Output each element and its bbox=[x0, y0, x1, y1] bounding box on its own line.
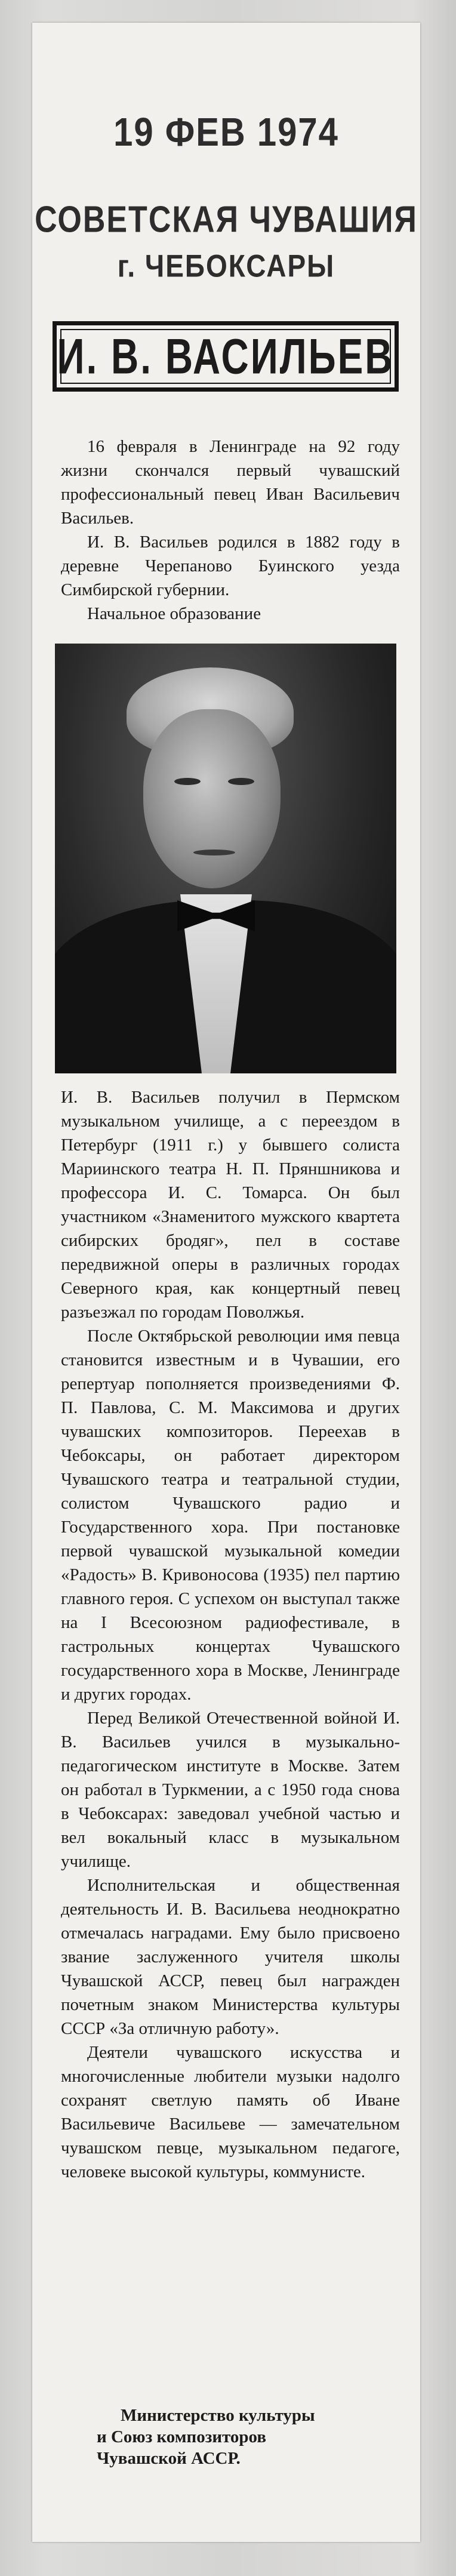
portrait-photo bbox=[55, 644, 396, 1073]
newspaper-name-stamp: СОВЕТСКАЯ ЧУВАШИЯ bbox=[35, 199, 418, 241]
article-signature bbox=[61, 2405, 400, 2469]
signature-line: Чувашской АССР. bbox=[97, 2449, 241, 2468]
body-paragraph: И. В. Васильев получил в Пермском музыкальном училище, а с переездом в Петербург (1911 г.) у бывшего солиста Мариинского театра Н. П. Пряншникова и профессора И. С. Томарса. Он был участником «Знаменитого мужского квартета сибирских бродяг», пел в составе передвижной оперы в различных городах Северного края, как концертный певец разъезжал по городам Поволжья. bbox=[61, 1088, 400, 1322]
body-paragraph: После Октябрьской революции имя певца становится известным и в Чувашии, его репертуар пополняется произведениями Ф. П. Павлова, С. М. Максимова и других чувашских композиторов. Переехав в Чебоксары, он работает директором Чувашского театра и театральной студии, солистом Чувашского радио и Государственного хора. При постановке первой чувашской музыкальной комедии «Радость» В. Кривоносова (1935) пел партию главного героя. С успехом он выступал также на I Всесоюзном радиофестивале, в гастрольных концертах Чувашского государственного хора в Москве, Ленинграде и других городах. bbox=[61, 1327, 400, 1704]
portrait-mouth bbox=[193, 850, 235, 855]
intro-paragraph: И. В. Васильев родился в 1882 году в деревне Черепаново Буинского уезда Симбирской губернии. bbox=[61, 533, 400, 599]
body-paragraph: Деятели чувашского искусства и многочисленные любители музыки надолго сохранят светлую память об Иване Васильевиче Васильеве — замечательном чувашском певце, музыкальном педагоге, человеке высокой культуры, коммунисте. bbox=[61, 2043, 400, 2181]
intro-paragraph: Начальное образование bbox=[87, 604, 261, 623]
article-intro bbox=[61, 435, 400, 626]
newspaper-clipping bbox=[32, 23, 420, 2542]
article-title-box bbox=[53, 321, 399, 392]
intro-paragraph: 16 февраля в Ленинграде на 92 году жизни скончался первый чувашский профессиональный певец Иван Васильевич Васильев. bbox=[61, 437, 400, 528]
portrait-eye bbox=[174, 778, 201, 785]
body-paragraph: Перед Великой Отечественной войной И. В. Васильев учился в музыкально-педагогическом институте в Москве. Затем он работал в Туркмении, а с 1950 года снова в Чебоксарах: заведовал учебной частью и вел вокальный класс в музыкальном училище. bbox=[61, 1709, 400, 1871]
signature-line: и Союз композиторов bbox=[97, 2427, 266, 2446]
article-title: И. В. ВАСИЛЬЕВ bbox=[57, 328, 395, 384]
body-paragraph: Исполнительская и общественная деятельность И. В. Васильева неоднократно отмечалась наградами. Ему было присвоено звание заслуженного учителя школы Чувашской АССР, певец был награжден почетным знаком Министерства культуры СССР «За отличную работу». bbox=[61, 1876, 400, 2038]
portrait-eye bbox=[228, 778, 254, 785]
portrait-face bbox=[143, 709, 281, 888]
signature-line: Министерство культуры bbox=[121, 2406, 315, 2425]
city-stamp: г. ЧЕБОКСАРЫ bbox=[117, 248, 335, 284]
article-body bbox=[61, 1085, 400, 2184]
date-stamp: 19 ФЕВ 1974 bbox=[113, 110, 339, 155]
